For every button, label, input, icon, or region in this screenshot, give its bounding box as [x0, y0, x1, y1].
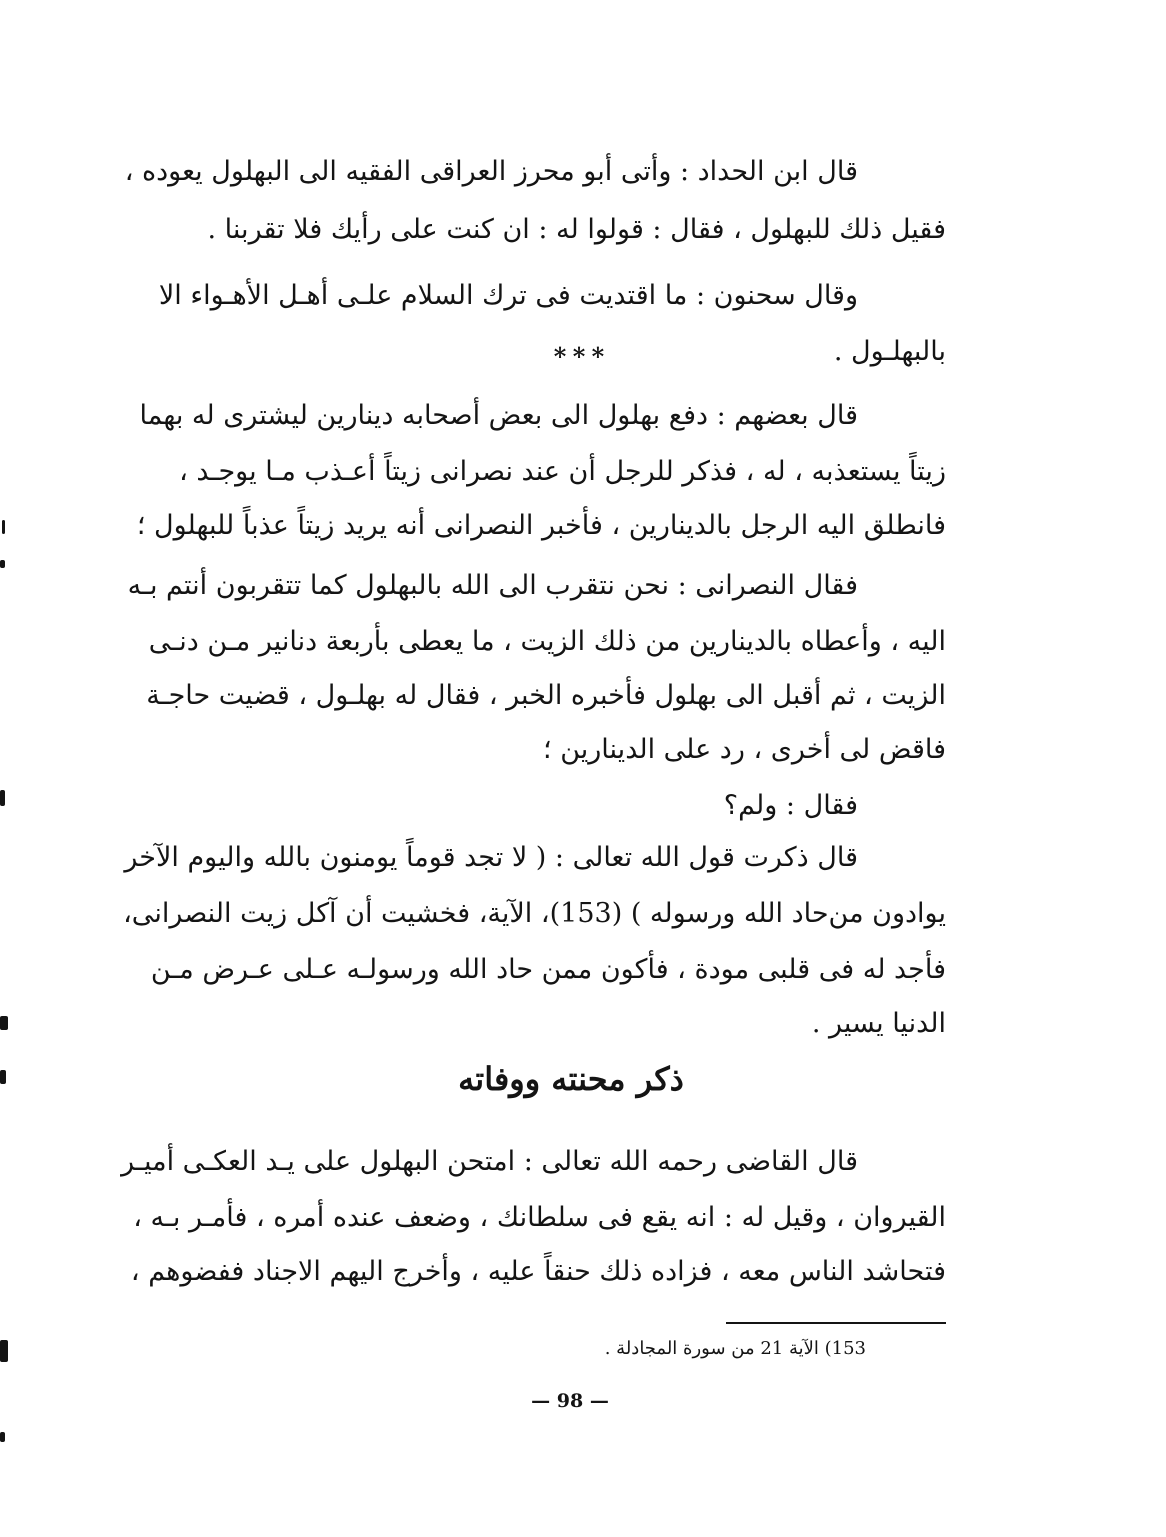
scan-edge-mark	[0, 1340, 8, 1362]
scan-edge-mark	[0, 1070, 6, 1084]
text-line: فقال : ولم؟	[723, 790, 858, 821]
text-line: فانطلق اليه الرجل بالدينارين ، فأخبر النصرانى أنه يريد زيتاً عذباً للبهلول ؛	[136, 510, 946, 541]
scan-edge-mark	[0, 790, 5, 806]
text-line: الزيت ، ثم أقبل الى بهلول فأخبره الخبر ، فقال له بهلـول ، قضيت حاجـة	[146, 680, 946, 711]
footnote-divider	[726, 1322, 946, 1324]
text-line: فقيل ذلك للبهلول ، فقال : قولوا له : ان كنت على رأيك فلا تقربنا .	[207, 214, 946, 245]
text-line: زيتاً يستعذبه ، له ، فذكر للرجل أن عند نصرانى زيتاً أعـذب مـا يوجـد ،	[179, 456, 946, 487]
text-line: قال ابن الحداد : وأتى أبو محرز العراقى الفقيه الى البهلول يعوده ،	[124, 156, 858, 187]
scan-edge-mark	[0, 1432, 5, 1442]
text-line: وقال سحنون : ما اقتديت فى ترك السلام علـى أهـل الأهـواء الا	[158, 280, 858, 311]
text-line: فقال النصرانى : نحن نتقرب الى الله بالبهلول كما تتقربون أنتم بـه	[127, 570, 858, 601]
section-heading: ذكر محنته ووفاته	[458, 1060, 684, 1098]
text-line: اليه ، وأعطاه بالدينارين من ذلك الزيت ، ما يعطى بأربعة دنانير مـن دنـى	[148, 626, 946, 657]
footnote: 153) الآية 21 من سورة المجادلة .	[604, 1338, 866, 1359]
text-line: فأجد له فى قلبى مودة ، فأكون ممن حاد الله ورسولـه عـلى عـرض مـن	[150, 954, 946, 985]
page-number: — 98 —	[531, 1390, 609, 1412]
text-line: الدنيا يسير .	[811, 1008, 946, 1039]
text-line: القيروان ، وقيل له : انه يقع فى سلطانك ، وضعف عنده أمره ، فأمـر بـه ،	[133, 1202, 946, 1233]
scan-edge-mark	[2, 520, 5, 534]
text-line: فتحاشد الناس معه ، فزاده ذلك حنقاً عليه ، وأخرج اليهم الاجناد ففضوهم ،	[130, 1256, 946, 1287]
section-separator: * * *	[553, 342, 607, 371]
text-line: قال ذكرت قول الله تعالى : ( لا تجد قوماً يومنون بالله واليوم الآخر	[124, 842, 858, 873]
text-line: قال القاضى رحمه الله تعالى : امتحن البهلول على يـد العكـى أميـر	[121, 1146, 858, 1177]
text-line: قال بعضهم : دفع بهلول الى بعض أصحابه دينارين ليشترى له بهما	[139, 400, 858, 431]
text-line: فاقض لى أخرى ، رد على الدينارين ؛	[543, 734, 946, 765]
text-line: بالبهلـول .	[833, 336, 946, 367]
scan-edge-mark	[0, 560, 5, 568]
scan-edge-mark	[0, 1016, 8, 1030]
text-line: يوادون من‌حاد الله ورسوله ) (153)، الآية، فخشيت أن آكل زيت النصرانى،	[123, 898, 946, 929]
